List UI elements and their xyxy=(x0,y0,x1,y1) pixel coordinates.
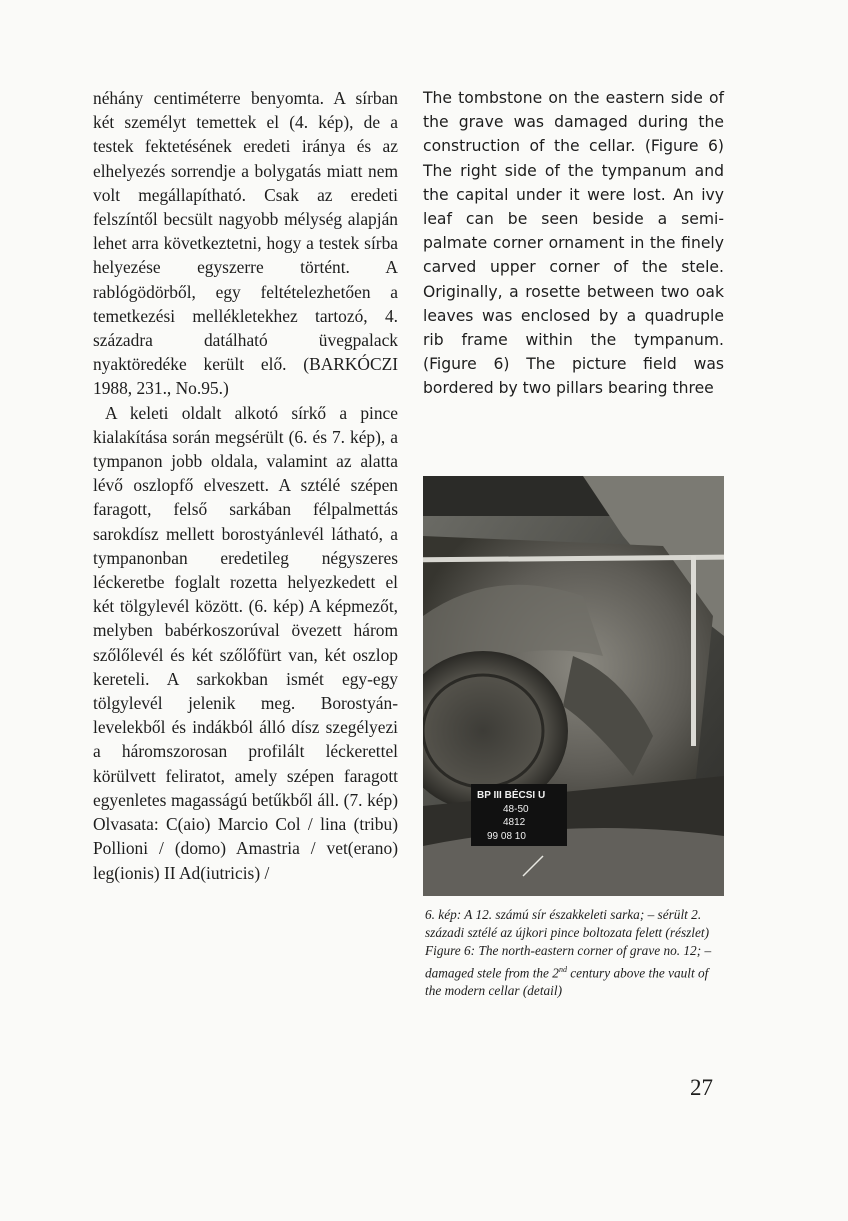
paragraph: The tombstone on the eastern side of the grave was damaged during the construction of the cellar. (Figure 6) The right side of the tympanum and the capital under it were lost. An ivy leaf can be seen beside a semi-palmate corner ornament in the finely carved upper corner of the stele. Originally, a rosette between two oak leaves was enclosed by a quadruple rib frame within the tympanum. (Figure 6) The picture field was bordered by two pillars bearing three xyxy=(423,89,724,398)
figure-caption xyxy=(425,906,727,1000)
caption-text: century above the vault of the modern cellar (detail) xyxy=(425,965,709,999)
paragraph: néhány centiméterre benyomta. A sírban két személyt temettek el (4. kép), de a testek fektetésének eredeti iránya és az elhelyezés sorrendje a bolygatás miatt nem volt megállapítható. Csak az eredeti felszíntől becsült nagyobb mélység alapján lehet arra következtetni, hogy a testek sírba helyezése egyszerre történt. A rablógödörből, egy feltételezhetően a temetkezési mellékletekhez tartozó, 4. századra datálható üvegpalack nyaktöredéke került elő. (BARKÓCZI 1988, 231., No.95.) xyxy=(93,88,398,399)
sign-text-line: 99 08 10 xyxy=(487,831,526,842)
sign-text-line: BP III BÉCSI U xyxy=(477,790,546,801)
page-number: 27 xyxy=(690,1075,713,1100)
excavation-photo xyxy=(423,476,724,896)
caption-label: Figure 6: xyxy=(425,943,476,959)
sign-text-line: 4812 xyxy=(503,817,526,828)
caption-text: The north-eastern corner of grave no. 12; – damaged stele from the 2 xyxy=(425,943,712,981)
hungarian-text-column xyxy=(93,86,398,885)
english-text-column xyxy=(423,86,724,401)
caption-hungarian xyxy=(425,906,727,942)
measuring-rod-vertical xyxy=(691,556,696,746)
ordinal-suffix: nd xyxy=(558,964,567,974)
caption-english xyxy=(425,942,727,1000)
sign-text-line: 48-50 xyxy=(503,804,529,815)
caption-text: A 12. számú sír északkeleti sarka; – sérült 2. századi sztélé az újkori pince boltozata felett (részlet) xyxy=(425,907,710,941)
caption-label: 6. kép: xyxy=(425,907,462,922)
paragraph: A keleti oldalt alkotó sírkő a pince kialakítása során megsérült (6. és 7. kép), a tympanon jobb oldala, valamint az alatta lévő oszlopfő elveszett. A sztélé szépen faragott, felső sarkában félpalmettás sarokdísz mellett borostyánlevél látható, a tympanonban eredetileg négyszeres léckeretbe foglalt rozetta helyezkedett el két tölgylevél között. (6. kép) A képmezőt, melyben babérkoszorúval övezett három szőlőlevél és két szőlőfürt van, két oszlop kereteli. A sarkokban ismét egy-egy tölgylevél jelenik meg. Borostyán-levelekből és indákból álló dísz szegélyezi a háromszorosan profilált léckerettel körülvett feliratot, amely szépen faragott egyenletes magasságú betűkből áll. (7. kép) Olvasata: C(aio) Marcio Col / lina (tribu) Pollioni / (domo) Amastria / vet(erano) leg(ionis) II Ad(iutricis) / xyxy=(93,402,398,883)
photo-illustration xyxy=(423,476,724,896)
site-label-sign xyxy=(471,784,567,846)
